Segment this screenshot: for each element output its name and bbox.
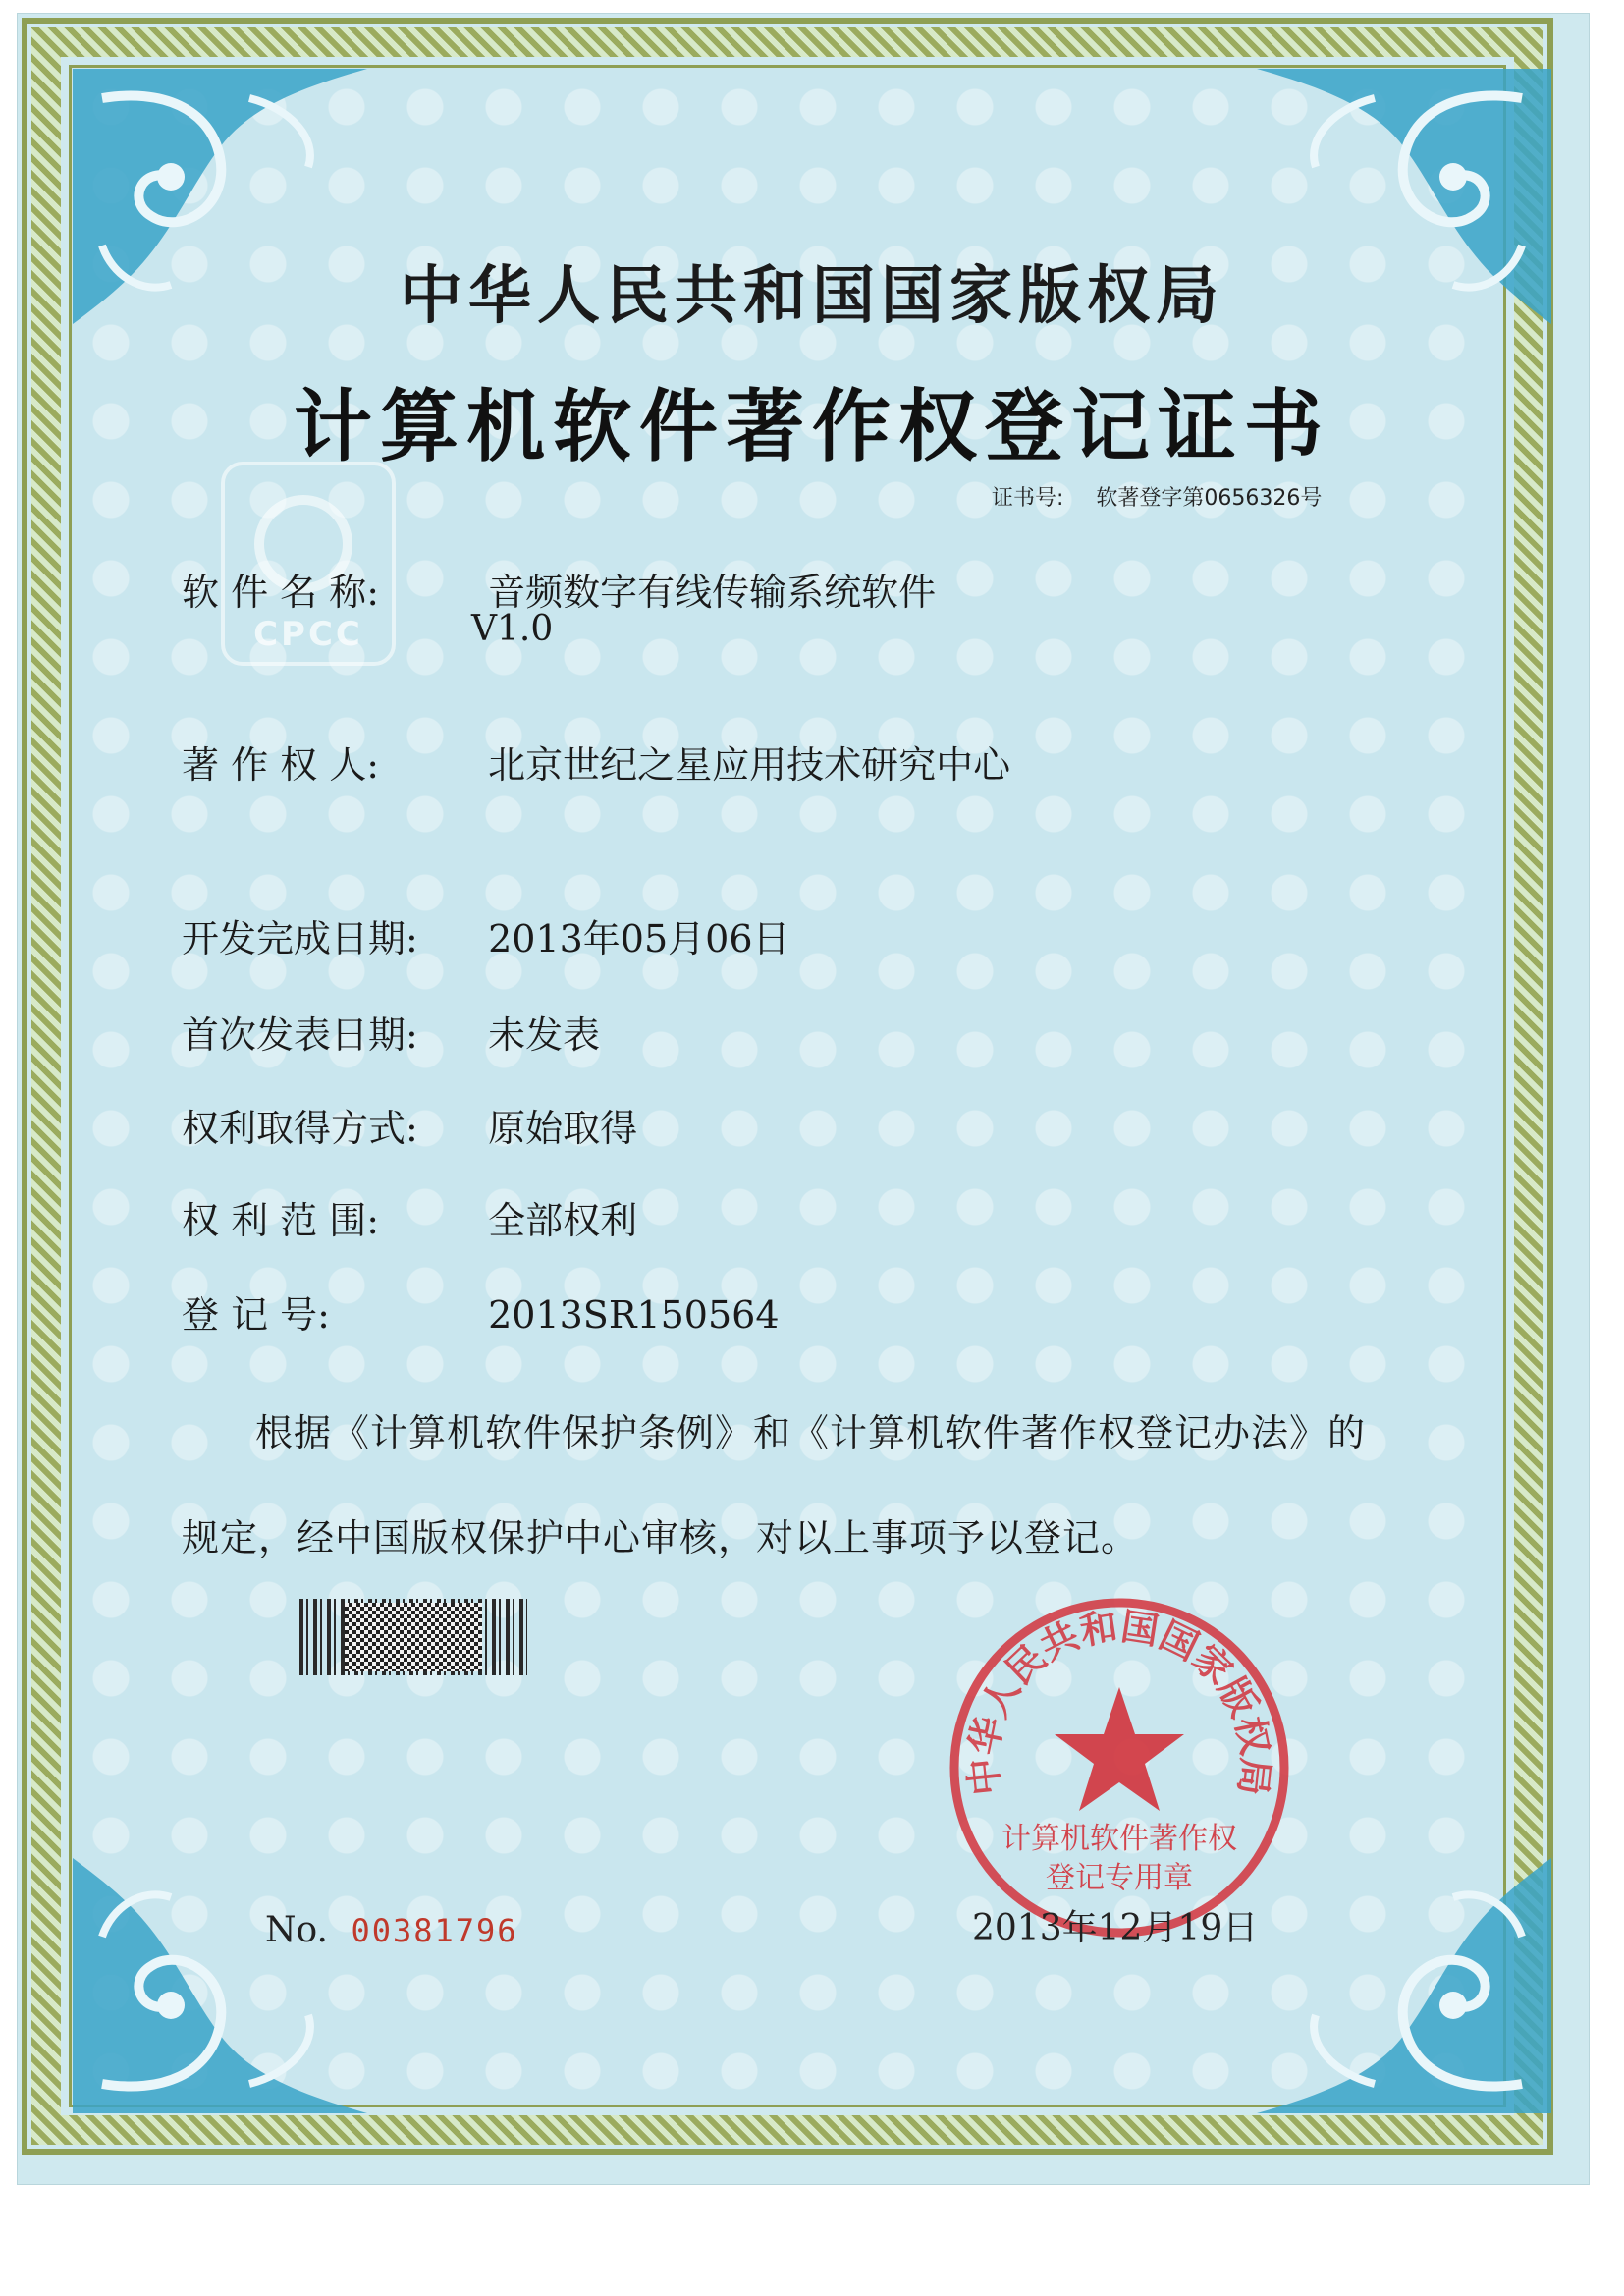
field-rights-scope	[182, 1190, 637, 1244]
field-label: 开发完成日期:	[182, 917, 418, 960]
software-version: V1.0	[471, 609, 554, 649]
field-owner	[182, 735, 1010, 789]
field-value: 原始取得	[488, 1107, 638, 1150]
certificate-number-value: 软著登字第0656326号	[1096, 486, 1323, 511]
field-value: 2013SR150564	[488, 1293, 780, 1337]
corner-ornament-icon	[73, 1858, 367, 2113]
certificate-number-label: 证书号:	[992, 486, 1064, 511]
body-paragraph-line2: 规定，经中国版权保护中心审核，对以上事项予以登记。	[182, 1516, 1140, 1559]
field-value: 全部权利	[488, 1199, 638, 1242]
field-publication-date	[182, 1005, 600, 1059]
field-label: 权 利 范 围:	[182, 1199, 380, 1242]
field-value: 北京世纪之星应用技术研究中心	[488, 743, 1011, 787]
svg-text:登记专用章: 登记专用章	[1046, 1861, 1193, 1895]
field-label: 著 作 权 人:	[182, 743, 380, 787]
field-label: 权利取得方式:	[182, 1107, 418, 1150]
barcode-icon	[299, 1599, 527, 1675]
certificate-number	[992, 481, 1347, 512]
watermark-text: CPCC	[253, 615, 363, 654]
qr-code-icon	[345, 1603, 482, 1671]
field-software-name	[182, 562, 936, 616]
field-registration-number	[182, 1285, 780, 1339]
serial-number	[265, 1910, 518, 1950]
field-value: 音频数字有线传输系统软件	[488, 571, 937, 614]
issue-date: 2013年12月19日	[972, 1908, 1259, 1948]
svg-text:计算机软件著作权: 计算机软件著作权	[1001, 1822, 1237, 1856]
issuing-authority: 中华人民共和国国家版权局	[400, 260, 1224, 333]
svg-text:中华人民共和国国家版权局: 中华人民共和国国家版权局	[960, 1604, 1278, 1798]
field-value: 2013年05月06日	[488, 917, 790, 960]
serial-prefix: No.	[265, 1910, 328, 1950]
certificate-title: 计算机软件著作权登记证书	[294, 381, 1330, 472]
field-value: 未发表	[488, 1013, 601, 1057]
field-completion-date	[182, 908, 790, 962]
body-paragraph-line1: 根据《计算机软件保护条例》和《计算机软件著作权登记办法》的	[255, 1411, 1367, 1454]
field-acquisition-method	[182, 1098, 637, 1152]
serial-value: 00381796	[351, 1912, 518, 1949]
field-label: 首次发表日期:	[182, 1013, 418, 1057]
corner-ornament-icon	[1257, 1858, 1551, 2113]
field-label: 软 件 名 称:	[182, 571, 380, 614]
field-label: 登 记 号:	[182, 1293, 330, 1337]
official-seal-stamp	[943, 1591, 1296, 1944]
